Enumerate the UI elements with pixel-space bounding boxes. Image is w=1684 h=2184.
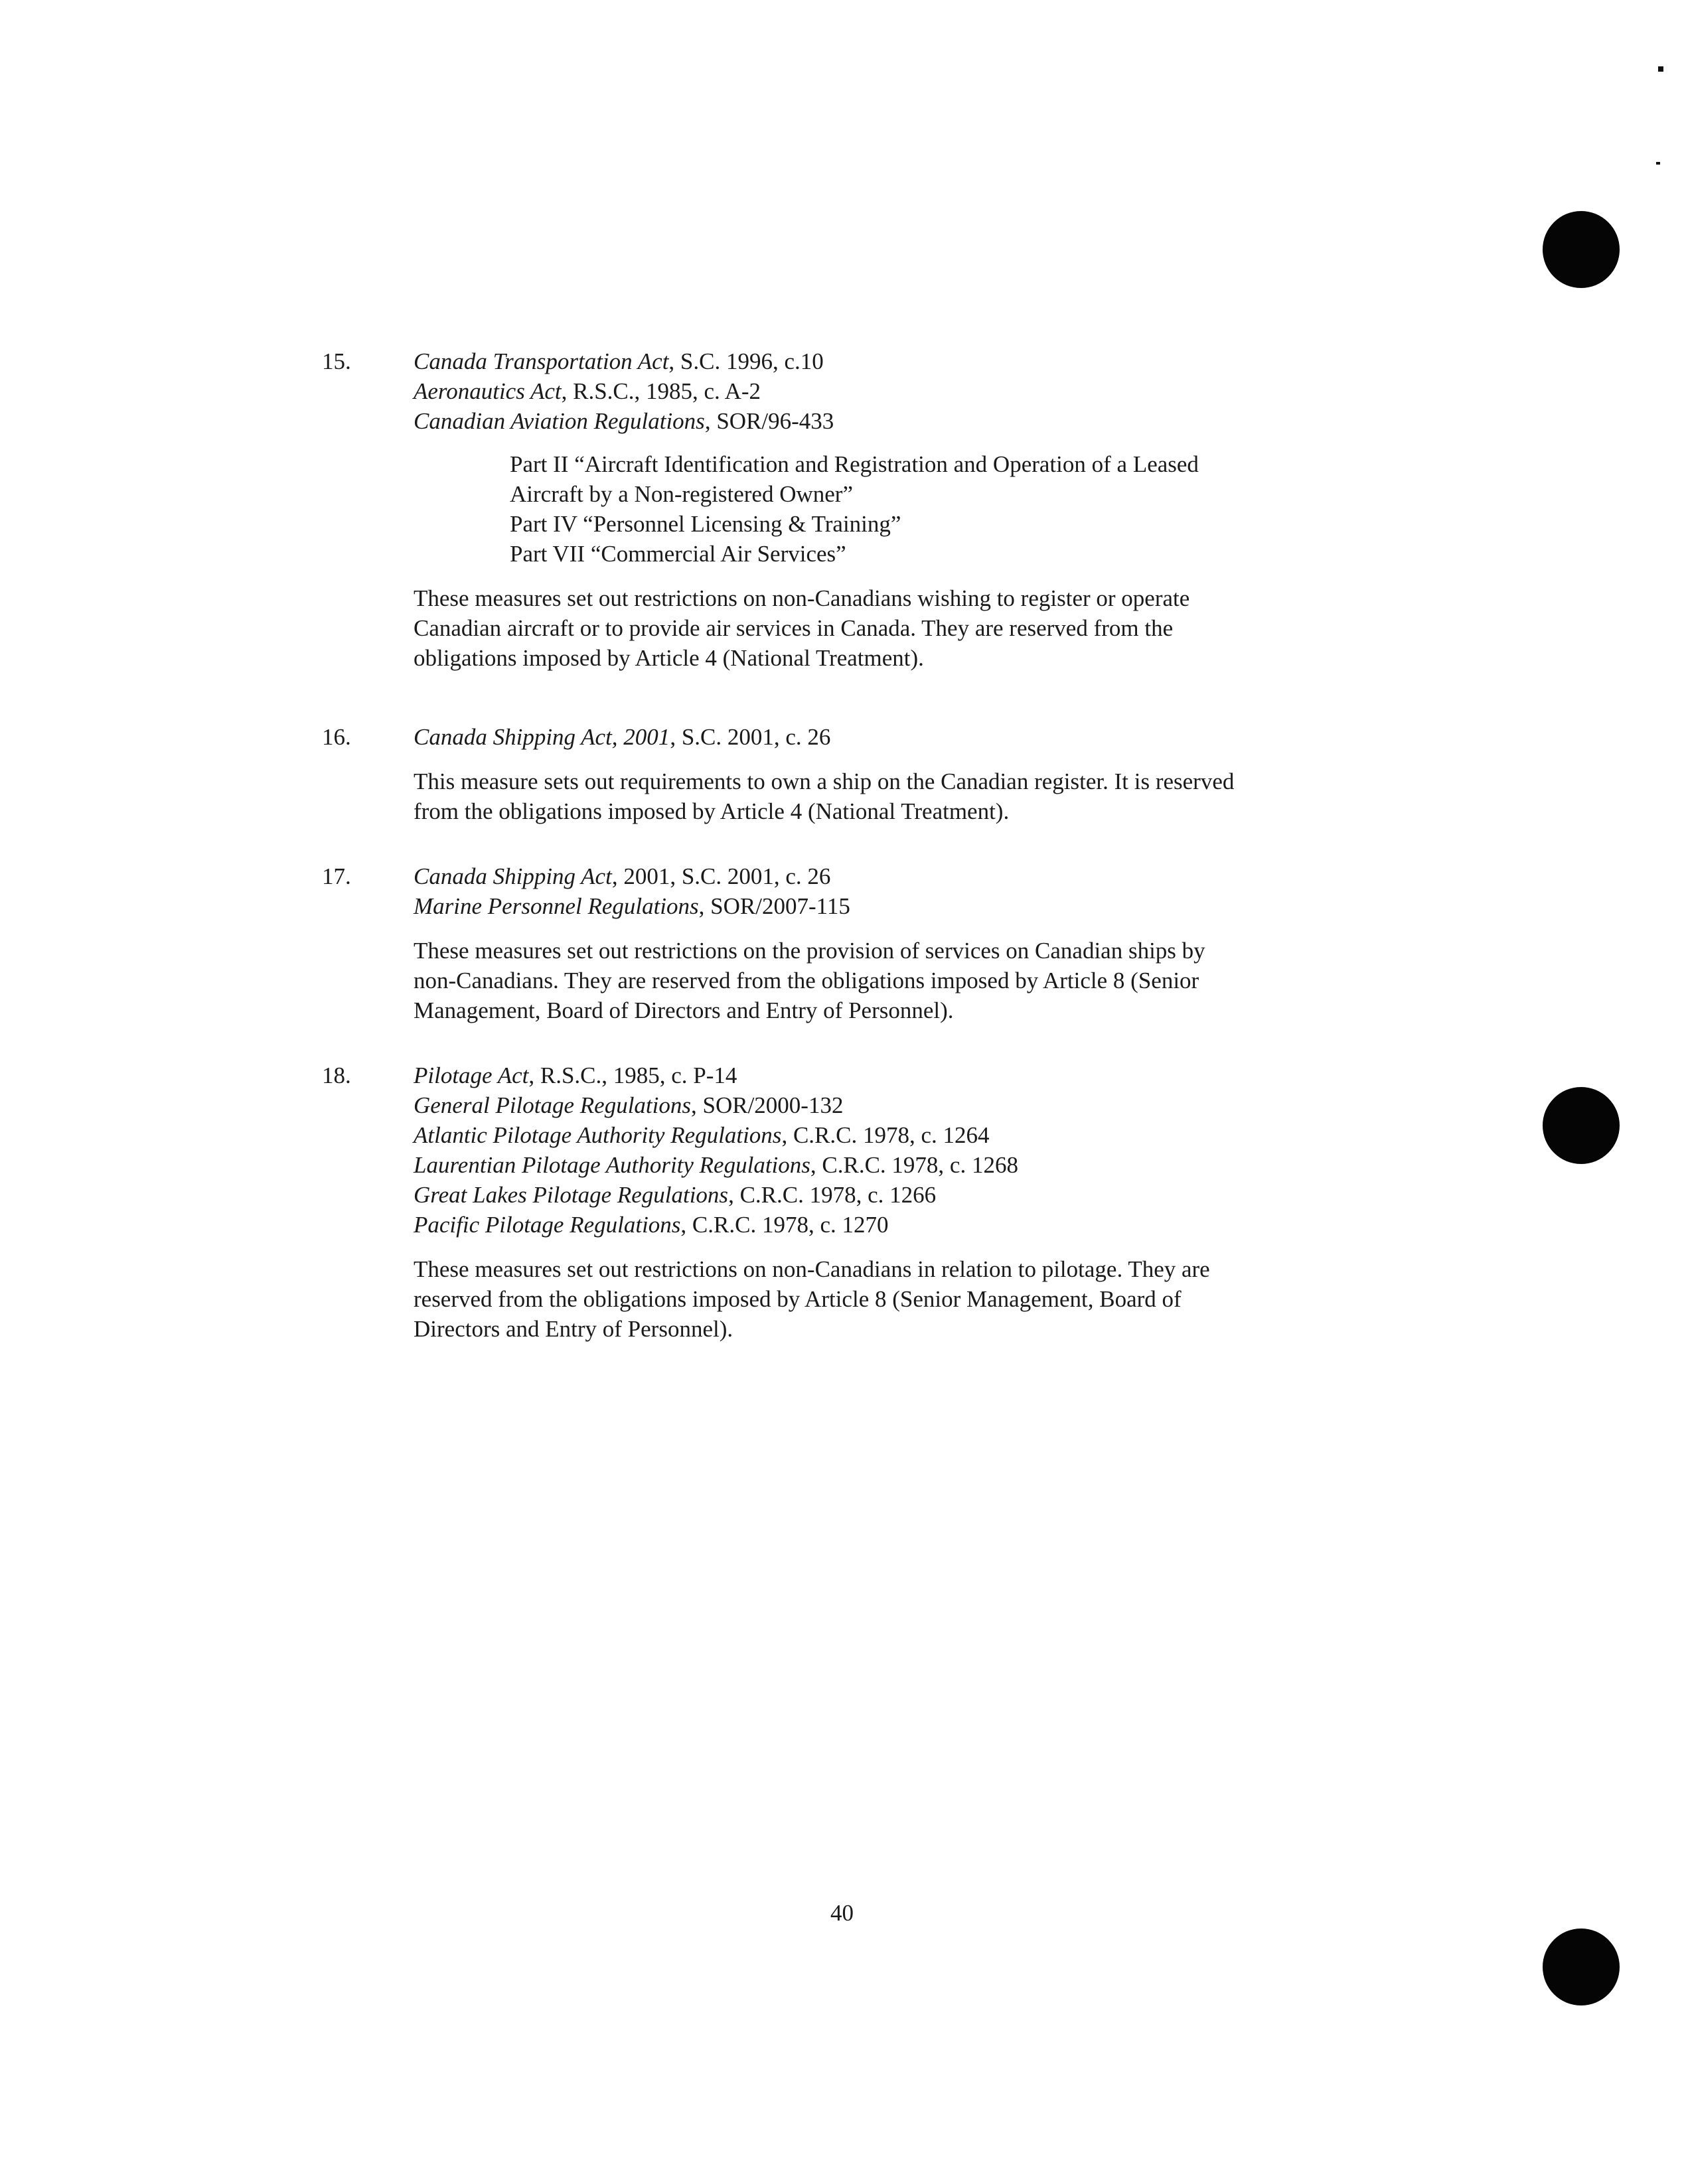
regulation-parts: [510, 449, 1357, 569]
entry-number: 17.: [322, 863, 351, 889]
entry-number: 15.: [322, 348, 351, 374]
scan-speck: [1658, 66, 1663, 72]
citation: Pilotage Act, R.S.C., 1985, c. P-14: [414, 1062, 737, 1088]
part-line: Aircraft by a Non-registered Owner”: [510, 481, 853, 507]
punch-hole-bottom: [1543, 1929, 1620, 2005]
entry-18: [322, 1060, 1357, 1344]
scan-speck: [1656, 162, 1660, 165]
entry-17: [322, 861, 1357, 1025]
citation: Canada Shipping Act, 2001, S.C. 2001, c. 26: [414, 863, 831, 889]
punch-hole-middle: [1543, 1087, 1620, 1164]
part-line: Part II “Aircraft Identification and Registration and Operation of a Leased: [510, 451, 1199, 477]
citation: Pacific Pilotage Regulations, C.R.C. 1978, c. 1270: [414, 1212, 889, 1238]
entry-number: 16.: [322, 724, 351, 750]
citation: Great Lakes Pilotage Regulations, C.R.C. 1978, c. 1266: [414, 1182, 937, 1208]
entry-number: 18.: [322, 1062, 351, 1088]
entry-description: This measure sets out requirements to own a ship on the Canadian register. It is reserved from the obligations imposed by Article 4 (National Treatment).: [414, 768, 1235, 824]
citation: General Pilotage Regulations, SOR/2000-132: [414, 1092, 844, 1118]
citation: Canada Transportation Act, S.C. 1996, c.10: [414, 348, 824, 374]
citation: Canada Shipping Act, 2001, S.C. 2001, c. 26: [414, 724, 831, 750]
entry-15: [322, 346, 1357, 673]
punch-hole-top: [1543, 211, 1620, 288]
part-line: Part IV “Personnel Licensing & Training”: [510, 511, 901, 537]
citation: Canadian Aviation Regulations, SOR/96-433: [414, 408, 834, 434]
part-line: Part VII “Commercial Air Services”: [510, 541, 846, 567]
entry-16: [322, 722, 1357, 826]
entry-description: These measures set out restrictions on the provision of services on Canadian ships by non-Canadians. They are reserved from the obligations imposed by Article 8 (Senior Management, Board of Directors and Entry of Personnel).: [414, 938, 1205, 1023]
citation: Laurentian Pilotage Authority Regulations, C.R.C. 1978, c. 1268: [414, 1152, 1018, 1178]
citation: Marine Personnel Regulations, SOR/2007-115: [414, 893, 850, 919]
citation: Atlantic Pilotage Authority Regulations, C.R.C. 1978, c. 1264: [414, 1122, 990, 1148]
entry-description: These measures set out restrictions on non-Canadians in relation to pilotage. They are reserved from the obligations imposed by Article 8 (Senior Management, Board of Directors and Entry of Personnel).: [414, 1256, 1210, 1342]
citation: Aeronautics Act, R.S.C., 1985, c. A-2: [414, 378, 761, 404]
entry-description: These measures set out restrictions on non-Canadians wishing to register or operate Canadian aircraft or to provide air services in Canada. They are reserved from the obligations imposed by Article 4 (National Treatment).: [414, 585, 1190, 671]
page-number: 40: [830, 1900, 854, 1926]
